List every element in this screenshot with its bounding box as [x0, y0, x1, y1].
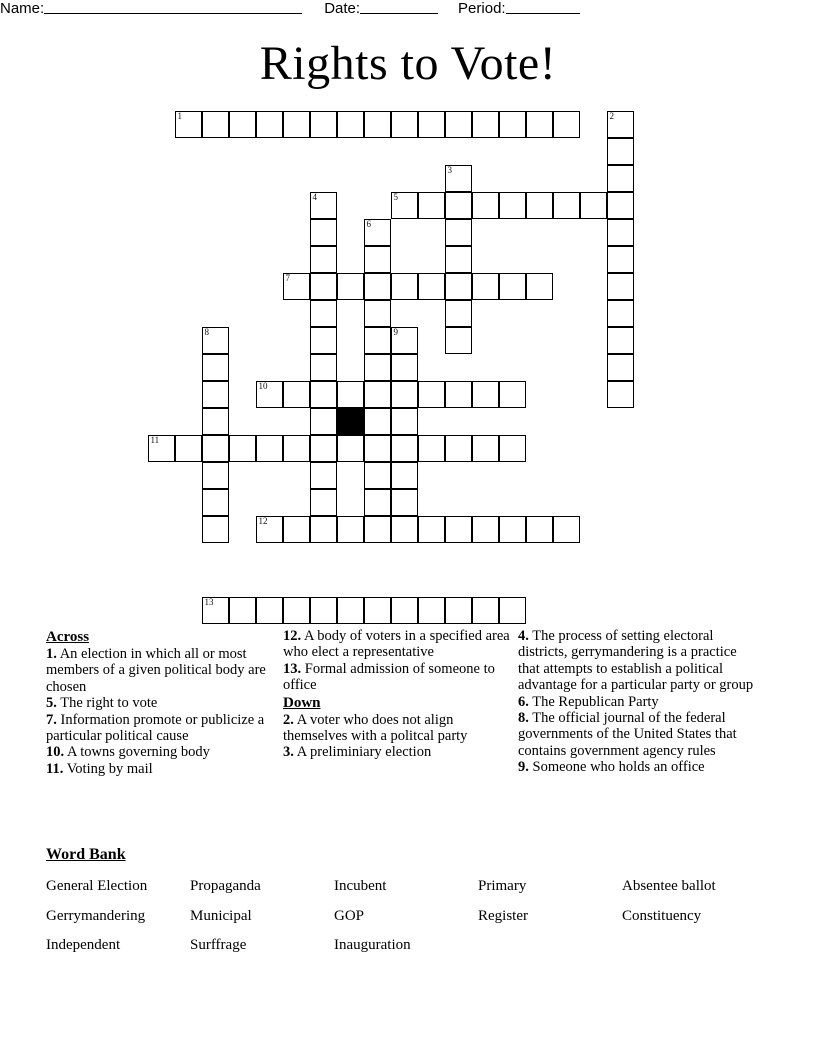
- grid-cell[interactable]: [310, 219, 337, 246]
- grid-cell[interactable]: [256, 516, 283, 543]
- grid-cell[interactable]: [391, 381, 418, 408]
- clue-text: Someone who holds an office: [532, 759, 705, 776]
- clue-across-1: [46, 646, 275, 695]
- grid-cell[interactable]: [148, 435, 175, 462]
- grid-cell[interactable]: [202, 327, 229, 354]
- date-label: Date:: [324, 0, 361, 17]
- grid-cell[interactable]: [418, 597, 445, 624]
- grid-cell[interactable]: [364, 327, 391, 354]
- grid-cell[interactable]: [445, 435, 472, 462]
- grid-cell[interactable]: [526, 273, 553, 300]
- grid-cell[interactable]: [607, 300, 634, 327]
- grid-cell-blocked: [337, 408, 364, 435]
- grid-cell[interactable]: [445, 300, 472, 327]
- grid-cell[interactable]: [445, 516, 472, 543]
- date-blank-line: [360, 0, 438, 14]
- grid-cell[interactable]: [202, 462, 229, 489]
- period-label: Period:: [458, 0, 506, 17]
- clue-across-7: [46, 712, 275, 745]
- word-bank-item[interactable]: Inauguration: [334, 937, 411, 953]
- grid-cell[interactable]: [202, 597, 229, 624]
- grid-cell[interactable]: [310, 354, 337, 381]
- grid-cell[interactable]: [310, 381, 337, 408]
- grid-cell[interactable]: [175, 435, 202, 462]
- grid-cell[interactable]: [607, 138, 634, 165]
- grid-cell[interactable]: [499, 435, 526, 462]
- clue-number: 7.: [46, 711, 57, 728]
- clue-number: 6.: [518, 693, 529, 710]
- grid-cell[interactable]: [607, 381, 634, 408]
- grid-cell[interactable]: [283, 516, 310, 543]
- grid-cell[interactable]: [391, 327, 418, 354]
- grid-cell[interactable]: [607, 327, 634, 354]
- clue-number: 1.: [46, 646, 57, 662]
- grid-cell[interactable]: [391, 408, 418, 435]
- grid-cell[interactable]: [418, 381, 445, 408]
- clue-text: The Republican Party: [532, 693, 659, 710]
- grid-cell[interactable]: [310, 246, 337, 273]
- clue-text: Information promote or publicize a particular political cause: [46, 711, 265, 745]
- word-bank-row: [46, 872, 786, 902]
- clue-number: 9.: [518, 759, 529, 776]
- word-bank-item[interactable]: Municipal: [190, 907, 252, 924]
- grid-cell[interactable]: [418, 192, 445, 219]
- word-bank-item[interactable]: Independent: [46, 937, 121, 953]
- grid-cell[interactable]: [337, 516, 364, 543]
- clue-number: 10.: [46, 744, 65, 761]
- grid-cell[interactable]: [391, 597, 418, 624]
- grid-cell[interactable]: [391, 516, 418, 543]
- grid-cell-number: 7: [285, 273, 290, 283]
- clue-across-11: [46, 761, 275, 777]
- grid-cell[interactable]: [364, 516, 391, 543]
- grid-cell[interactable]: [418, 273, 445, 300]
- word-bank-empty: [622, 931, 782, 961]
- grid-cell[interactable]: [499, 597, 526, 624]
- clue-text: Voting by mail: [66, 760, 153, 777]
- clue-number: 13.: [283, 660, 302, 677]
- grid-cell[interactable]: [364, 597, 391, 624]
- grid-cell[interactable]: [364, 300, 391, 327]
- clue-number: 8.: [518, 710, 529, 727]
- clue-down-9: [518, 759, 758, 775]
- grid-cell[interactable]: [310, 192, 337, 219]
- clue-number: 4.: [518, 628, 529, 644]
- grid-cell[interactable]: [607, 246, 634, 273]
- grid-cell[interactable]: [310, 273, 337, 300]
- grid-cell[interactable]: [472, 381, 499, 408]
- grid-cell[interactable]: [391, 354, 418, 381]
- clue-across-10: [46, 744, 275, 760]
- clue-text: The process of setting electoral districts, gerrymandering is a practice that attempts to establish a political advantage for a particular party or group: [518, 628, 754, 694]
- grid-cell[interactable]: [364, 408, 391, 435]
- grid-cell[interactable]: [175, 111, 202, 138]
- clue-across-13: [283, 661, 510, 694]
- grid-cell[interactable]: [472, 597, 499, 624]
- down-heading: Down: [283, 694, 321, 711]
- grid-cell-number: 10: [258, 381, 268, 391]
- word-bank-title: Word Bank: [46, 846, 126, 863]
- grid-cell-number: 5: [393, 192, 398, 202]
- grid-cell[interactable]: [310, 327, 337, 354]
- grid-cell[interactable]: [364, 435, 391, 462]
- grid-cell-number: 3: [447, 165, 452, 175]
- grid-cell[interactable]: [364, 462, 391, 489]
- grid-cell[interactable]: [364, 246, 391, 273]
- period-blank-line: [506, 0, 580, 14]
- grid-cell[interactable]: [391, 489, 418, 516]
- clue-across-5: [46, 695, 275, 711]
- grid-cell[interactable]: [310, 435, 337, 462]
- grid-cell[interactable]: [256, 111, 283, 138]
- grid-cell[interactable]: [364, 381, 391, 408]
- grid-cell[interactable]: [499, 192, 526, 219]
- grid-cell[interactable]: [202, 354, 229, 381]
- clues-section: [46, 628, 776, 777]
- grid-cell[interactable]: [580, 192, 607, 219]
- grid-cell[interactable]: [418, 516, 445, 543]
- word-bank-row: [46, 902, 786, 932]
- clue-down-6: [518, 694, 758, 710]
- name-label: Name:: [0, 0, 45, 17]
- grid-cell[interactable]: [283, 435, 310, 462]
- grid-cell[interactable]: [607, 165, 634, 192]
- grid-cell[interactable]: [283, 111, 310, 138]
- grid-cell[interactable]: [445, 111, 472, 138]
- grid-cell[interactable]: [472, 111, 499, 138]
- clues-column-1: [46, 628, 283, 777]
- grid-cell[interactable]: [337, 597, 364, 624]
- grid-cell-number: 6: [366, 219, 371, 229]
- grid-cell[interactable]: [229, 435, 256, 462]
- clue-text: An election in which all or most members of a given political body are chosen: [46, 646, 266, 695]
- grid-cell[interactable]: [310, 516, 337, 543]
- grid-cell[interactable]: [607, 219, 634, 246]
- grid-cell[interactable]: [499, 111, 526, 138]
- grid-cell[interactable]: [256, 381, 283, 408]
- clue-down-4: [518, 628, 758, 694]
- clues-column-3: [518, 628, 766, 777]
- word-bank-item[interactable]: Register: [478, 907, 528, 924]
- grid-cell[interactable]: [202, 381, 229, 408]
- grid-cell[interactable]: [445, 381, 472, 408]
- clue-text: A towns governing body: [66, 744, 210, 761]
- grid-cell[interactable]: [472, 273, 499, 300]
- grid-cell[interactable]: [229, 111, 256, 138]
- clue-down-8: [518, 710, 758, 759]
- clue-down-2: [283, 712, 510, 745]
- word-bank-row: [46, 931, 786, 961]
- clue-text: Formal admission of someone to office: [283, 660, 495, 694]
- word-bank-empty: [478, 931, 622, 961]
- grid-cell-number: 8: [204, 327, 209, 337]
- grid-cell[interactable]: [472, 192, 499, 219]
- word-bank-item[interactable]: Absentee ballot: [622, 878, 716, 894]
- grid-cell[interactable]: [499, 273, 526, 300]
- grid-cell[interactable]: [472, 435, 499, 462]
- grid-cell[interactable]: [445, 597, 472, 624]
- clue-down-3: [283, 744, 510, 760]
- grid-cell[interactable]: [337, 273, 364, 300]
- grid-cell[interactable]: [391, 435, 418, 462]
- grid-cell[interactable]: [553, 192, 580, 219]
- word-bank-item[interactable]: Constituency: [622, 907, 702, 924]
- word-bank-item[interactable]: Surffrage: [190, 937, 247, 953]
- grid-cell-number: 9: [393, 327, 398, 337]
- worksheet-header: [0, 0, 816, 26]
- grid-cell[interactable]: [472, 516, 499, 543]
- clue-number: 11.: [46, 760, 64, 777]
- clue-text: A body of voters in a specified area who elect a representative: [283, 628, 510, 661]
- grid-cell[interactable]: [256, 435, 283, 462]
- grid-cell[interactable]: [607, 111, 634, 138]
- grid-cell-number: 2: [609, 111, 614, 121]
- clue-across-12: [283, 628, 510, 661]
- grid-cell[interactable]: [337, 111, 364, 138]
- grid-cell[interactable]: [364, 489, 391, 516]
- grid-cell[interactable]: [499, 516, 526, 543]
- clue-text: A preliminiary election: [296, 744, 432, 761]
- grid-cell-number: 1: [177, 111, 182, 121]
- word-bank-item[interactable]: Gerrymandering: [46, 907, 146, 924]
- grid-cell[interactable]: [391, 111, 418, 138]
- grid-cell[interactable]: [553, 516, 580, 543]
- page-title: Rights to Vote!: [259, 37, 557, 90]
- grid-cell[interactable]: [283, 381, 310, 408]
- grid-cell[interactable]: [310, 408, 337, 435]
- crossword-grid: [148, 111, 668, 621]
- clue-text: The right to vote: [60, 695, 158, 712]
- grid-cell[interactable]: [526, 111, 553, 138]
- grid-cell[interactable]: [337, 381, 364, 408]
- grid-cell[interactable]: [283, 273, 310, 300]
- grid-cell[interactable]: [310, 597, 337, 624]
- grid-cell[interactable]: [310, 489, 337, 516]
- grid-cell[interactable]: [526, 516, 553, 543]
- grid-cell[interactable]: [445, 165, 472, 192]
- grid-cell[interactable]: [391, 462, 418, 489]
- grid-cell[interactable]: [445, 246, 472, 273]
- grid-cell[interactable]: [607, 273, 634, 300]
- name-blank-line: [44, 0, 302, 14]
- grid-cell[interactable]: [607, 354, 634, 381]
- grid-cell[interactable]: [256, 597, 283, 624]
- word-bank-item[interactable]: GOP: [334, 907, 365, 924]
- grid-cell[interactable]: [202, 408, 229, 435]
- grid-cell-number: 12: [258, 516, 268, 526]
- grid-cell[interactable]: [391, 192, 418, 219]
- word-bank-item[interactable]: Propaganda: [190, 878, 261, 894]
- grid-cell[interactable]: [445, 219, 472, 246]
- grid-cell[interactable]: [310, 300, 337, 327]
- clue-number: 2.: [283, 711, 294, 728]
- clue-number: 3.: [283, 744, 294, 761]
- grid-cell[interactable]: [418, 435, 445, 462]
- word-bank-item[interactable]: Primary: [478, 878, 527, 894]
- grid-cell[interactable]: [310, 462, 337, 489]
- word-bank-list: [46, 872, 786, 961]
- clue-number: 5.: [46, 695, 57, 712]
- grid-cell[interactable]: [553, 111, 580, 138]
- grid-cell-number: 13: [204, 597, 214, 607]
- clue-text: The official journal of the federal governments of the United States that contains government agency rules: [518, 710, 737, 759]
- grid-cell[interactable]: [364, 111, 391, 138]
- grid-cell[interactable]: [337, 435, 364, 462]
- grid-cell-number: 11: [150, 435, 160, 445]
- grid-cell[interactable]: [229, 597, 256, 624]
- clues-column-2: [283, 628, 518, 777]
- grid-cell[interactable]: [418, 111, 445, 138]
- grid-cell-number: 4: [312, 192, 317, 202]
- grid-cell[interactable]: [283, 597, 310, 624]
- grid-cell[interactable]: [445, 192, 472, 219]
- clue-number: 12.: [283, 628, 302, 644]
- grid-cell[interactable]: [607, 192, 634, 219]
- across-heading: Across: [46, 629, 90, 645]
- grid-cell[interactable]: [364, 273, 391, 300]
- grid-cell[interactable]: [391, 273, 418, 300]
- grid-cell[interactable]: [364, 354, 391, 381]
- word-bank-item[interactable]: General Election: [46, 878, 148, 894]
- grid-cell[interactable]: [445, 273, 472, 300]
- grid-cell[interactable]: [499, 381, 526, 408]
- grid-cell[interactable]: [202, 435, 229, 462]
- grid-cell[interactable]: [364, 219, 391, 246]
- grid-cell[interactable]: [202, 111, 229, 138]
- grid-cell[interactable]: [202, 489, 229, 516]
- grid-cell[interactable]: [202, 516, 229, 543]
- clue-text: A voter who does not align themselves with a politcal party: [283, 711, 468, 745]
- grid-cell[interactable]: [445, 327, 472, 354]
- word-bank-item[interactable]: Incubent: [334, 878, 387, 894]
- grid-cell[interactable]: [310, 111, 337, 138]
- grid-cell[interactable]: [526, 192, 553, 219]
